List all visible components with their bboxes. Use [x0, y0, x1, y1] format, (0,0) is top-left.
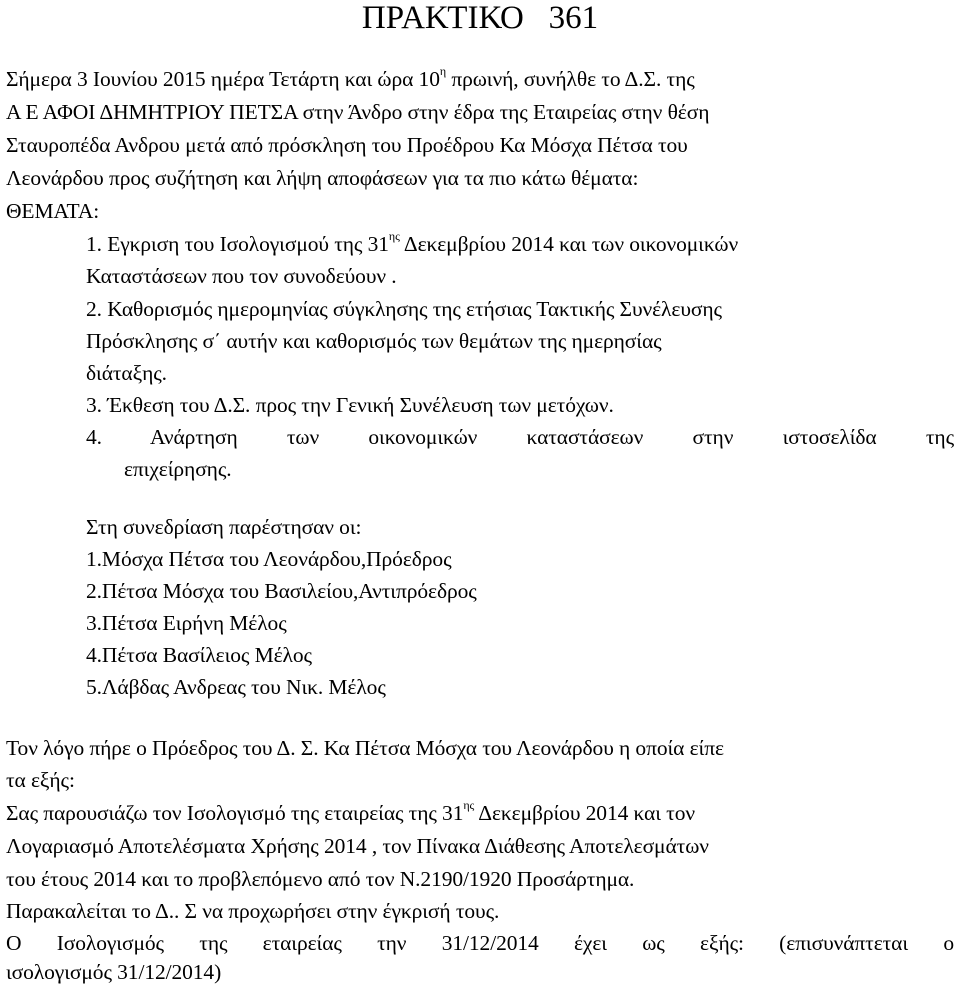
intro-line-1-superscript: η — [439, 63, 447, 78]
intro-line-4: Λεονάρδου προς συζήτηση και λήψη αποφάσεων για τα πιο κάτω θέματα: — [6, 166, 639, 190]
speech-line-1: Τον λόγο πήρε ο Πρόεδρος του Δ. Σ. Κα Πέτσα Μόσχα του Λεονάρδου η οποία είπε — [6, 736, 724, 760]
speech-line-3-text-b: Δεκεμβρίου 2014 και τον — [474, 801, 695, 825]
intro-line-2: Α Ε ΑΦΟΙ ΔΗΜΗΤΡΙΟΥ ΠΕΤΣΑ στην Άνδρο στην έδρα της Εταιρείας στην θέση — [6, 100, 710, 124]
topic-2-line-1: 2. Καθορισμός ημερομηνίας σύγκλησης της ετήσιας Τακτικής Συνέλευσης — [86, 297, 722, 321]
attendee-4: 4.Πέτσα Βασίλειος Μέλος — [86, 643, 312, 667]
topic-1-text-a: 1. Εγκριση του Ισολογισμού της 31 — [86, 232, 389, 256]
topic-2-line-3: διάταξης. — [86, 361, 167, 385]
topic-4-line-1: 4. Ανάρτηση των οικονομικών καταστάσεων στην ιστοσελίδα της — [86, 425, 954, 449]
speech-line-3 — [6, 797, 695, 826]
topic-3-line: 3. Έκθεση του Δ.Σ. προς την Γενική Συνέλευση των μετόχων. — [86, 393, 614, 417]
intro-line-1-text-b: πρωινή, συνήλθε το Δ.Σ. της — [446, 67, 695, 91]
attendee-2: 2.Πέτσα Μόσχα του Βασιλείου,Αντιπρόεδρος — [86, 579, 477, 603]
speech-line-5: του έτους 2014 και το προβλεπόμενο από τον Ν.2190/1920 Προσάρτημα. — [6, 867, 635, 891]
speech-line-3-superscript: ης — [463, 797, 475, 812]
attendees-heading: Στη συνεδρίαση παρέστησαν οι: — [86, 515, 362, 539]
topic-2-line-2: Πρόσκλησης σ΄ αυτήν και καθορισμός των θεμάτων της ημερησίας — [86, 329, 662, 353]
topic-4-line-2: επιχείρησης. — [124, 457, 232, 481]
speech-line-3-text-a: Σας παρουσιάζω τον Ισολογισμό της εταιρείας της 31 — [6, 801, 464, 825]
speech-line-8: ισολογισμός 31/12/2014) — [6, 960, 222, 984]
speech-line-2: τα εξής: — [6, 768, 75, 792]
topic-1-text-b: Δεκεμβρίου 2014 και των οικονομικών — [399, 232, 739, 256]
page-title: ΠΡΑΚΤΙΚΟ 361 — [361, 0, 599, 36]
intro-line-3: Σταυροπέδα Ανδρου μετά από πρόσκληση του Προέδρου Κα Μόσχα Πέτσα του — [6, 133, 688, 157]
attendee-1: 1.Μόσχα Πέτσα του Λεονάρδου,Πρόεδρος — [86, 547, 452, 571]
topics-heading: ΘΕΜΑΤΑ: — [6, 199, 100, 223]
attendee-5: 5.Λάβδας Ανδρεας του Νικ. Μέλος — [86, 675, 386, 699]
intro-line-1-text-a: Σήμερα 3 Ιουνίου 2015 ημέρα Τετάρτη και ώρα 10 — [6, 67, 440, 91]
attendee-3: 3.Πέτσα Ειρήνη Μέλος — [86, 611, 287, 635]
speech-line-4: Λογαριασμό Αποτελέσματα Χρήσης 2014 , τον Πίνακα Διάθεσης Αποτελεσμάτων — [6, 834, 709, 858]
speech-line-6: Παρακαλείται το Δ.. Σ να προχωρήσει στην έγκρισή τους. — [6, 899, 500, 923]
topic-1-line-2: Καταστάσεων που τον συνοδεύουν . — [86, 264, 397, 288]
topic-1-line-1 — [86, 228, 739, 257]
intro-line-1 — [6, 63, 695, 92]
topic-1-superscript: ης — [388, 228, 400, 243]
speech-line-7: Ο Ισολογισμός της εταιρείας την 31/12/2014 έχει ως εξής: (επισυνάπτεται ο — [6, 931, 954, 955]
